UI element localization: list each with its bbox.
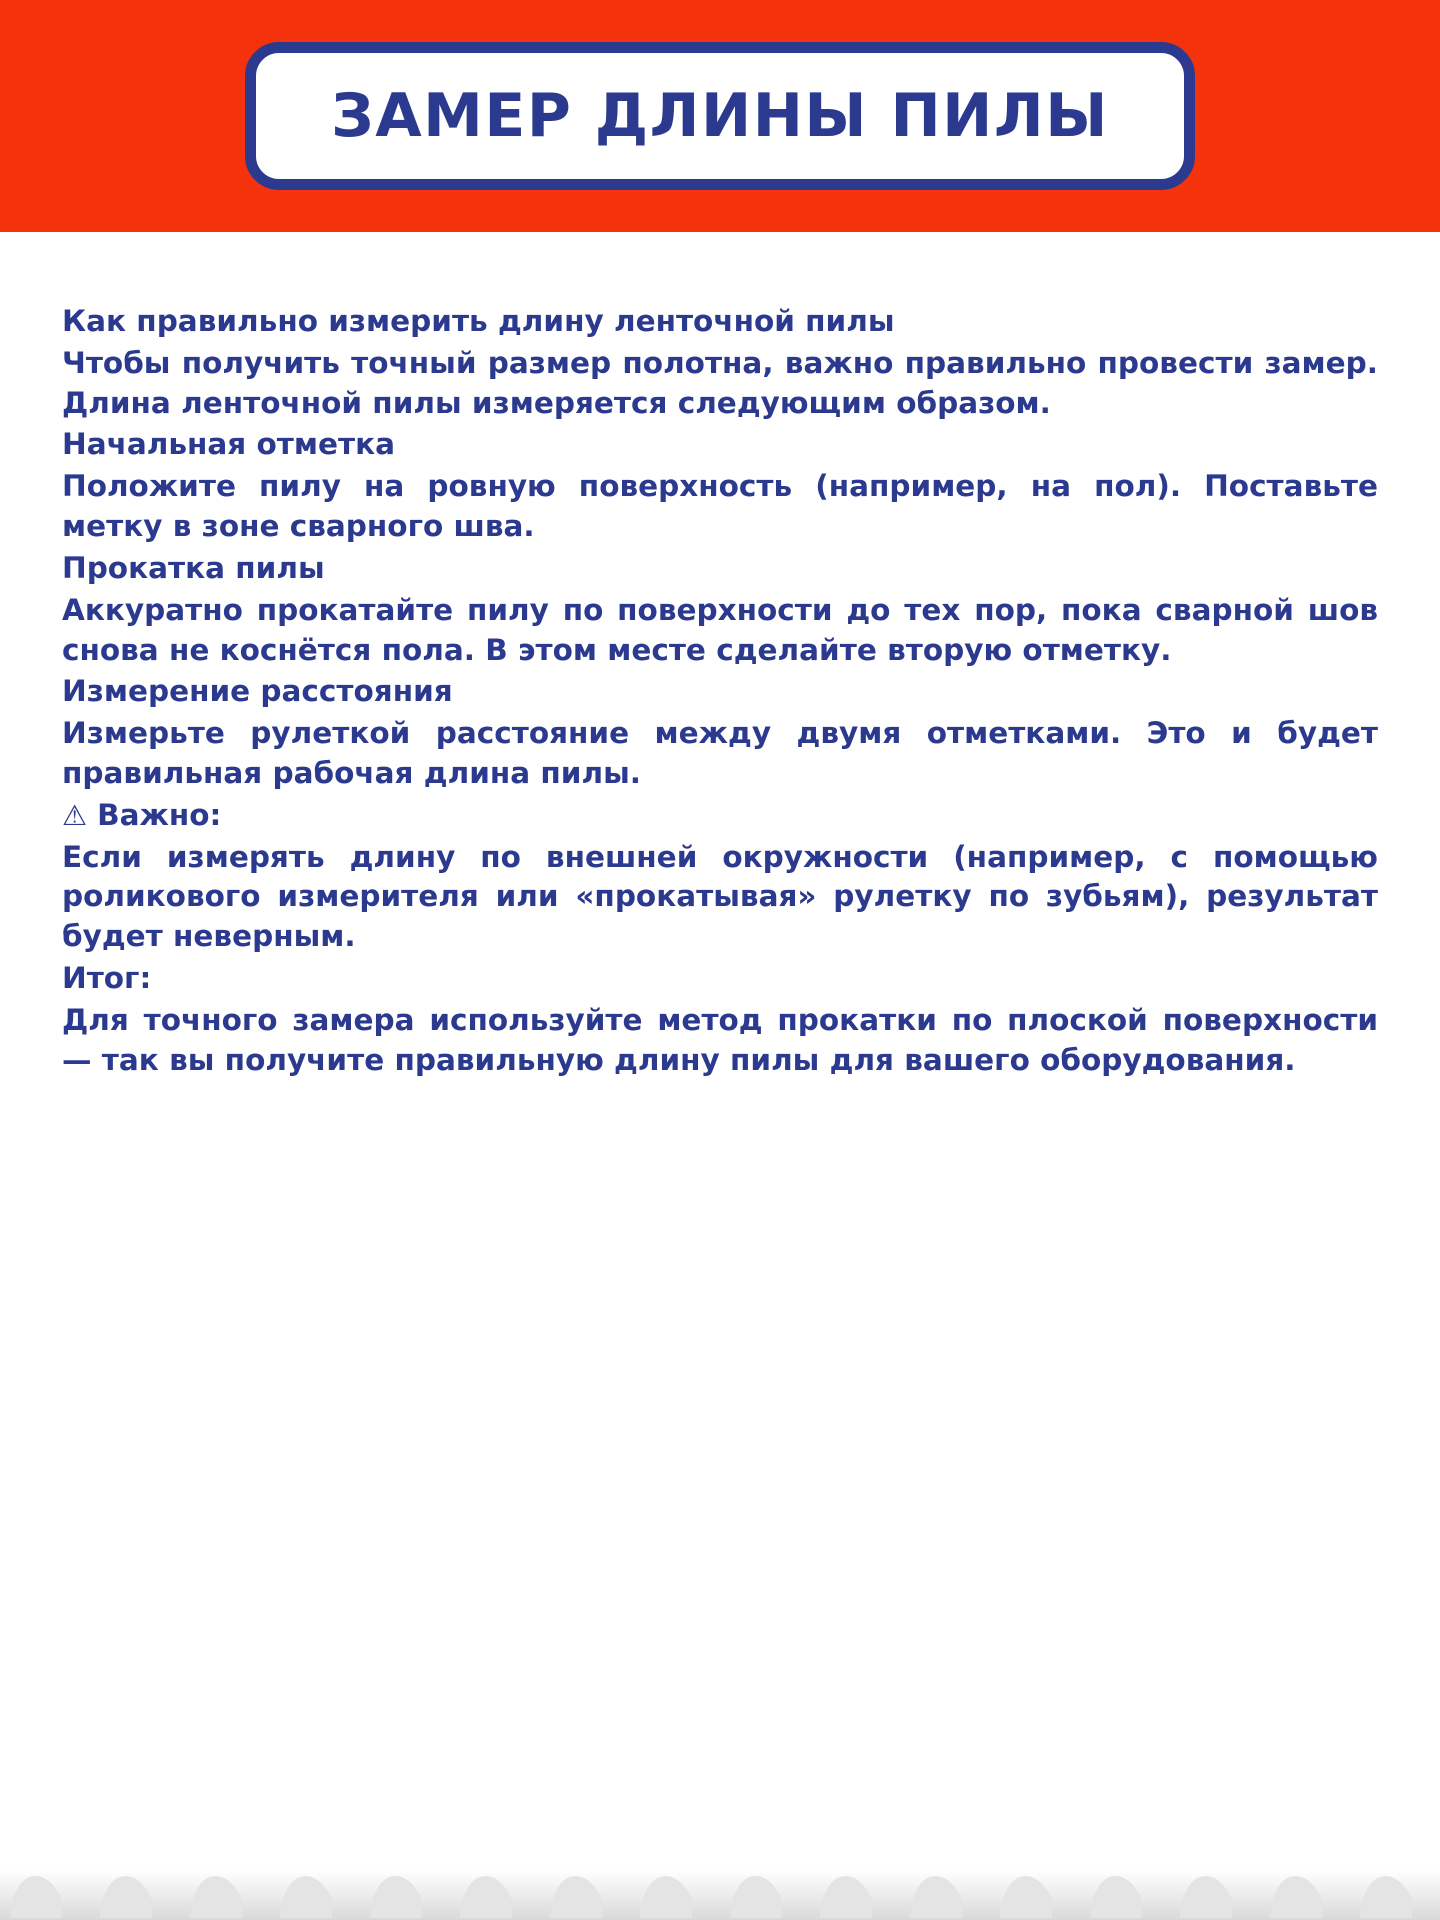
saw-teeth-strip [0,1800,1440,1920]
header-banner [0,0,1440,232]
step3-text: Измерьте рулеткой расстояние между двумя отметками. Это и будет правильная рабочая длина пилы. [62,716,1378,790]
conclusion-text: Для точного замера используйте метод прокатки по плоской поверхности — так вы получите правильную длину пилы для вашего оборудования. [62,1002,1378,1077]
step1-heading: Начальная отметка [62,427,396,462]
warning-triangle-icon: ⚠ [62,798,88,832]
saw-teeth-icon [0,1800,1440,1920]
step1-text: Положите пилу на ровную поверхность (например, на пол). Поставьте метку в зоне сварного шва. [62,469,1378,544]
warning-line [62,796,1378,836]
step2-heading: Прокатка пилы [62,550,325,585]
warning-text: Если измерять длину по внешней окружности (например, с помощью роликового измерителя или «прокатывая» рулетку по зубьям), результат будет неверным. [62,839,1378,954]
title-plate [245,42,1195,190]
intro-heading: Как правильно измерить длину ленточной пилы [62,304,895,338]
intro-text: Чтобы получить точный размер полотна, важно правильно провести замер. Длина ленточной пилы измеряется следующим образом. [62,345,1378,420]
step2-text: Аккуратно прокатайте пилу по поверхности до тех пор, пока сварной шов снова не коснётся пола. В этом месте сделайте вторую отметку. [62,592,1378,667]
step3-heading: Измерение расстояния [62,674,453,709]
warning-label: Важно: [97,797,222,832]
page-title: ЗАМЕР ДЛИНЫ ПИЛЫ [331,81,1109,151]
conclusion-label: Итог: [62,961,152,995]
content-body [0,232,1440,1920]
